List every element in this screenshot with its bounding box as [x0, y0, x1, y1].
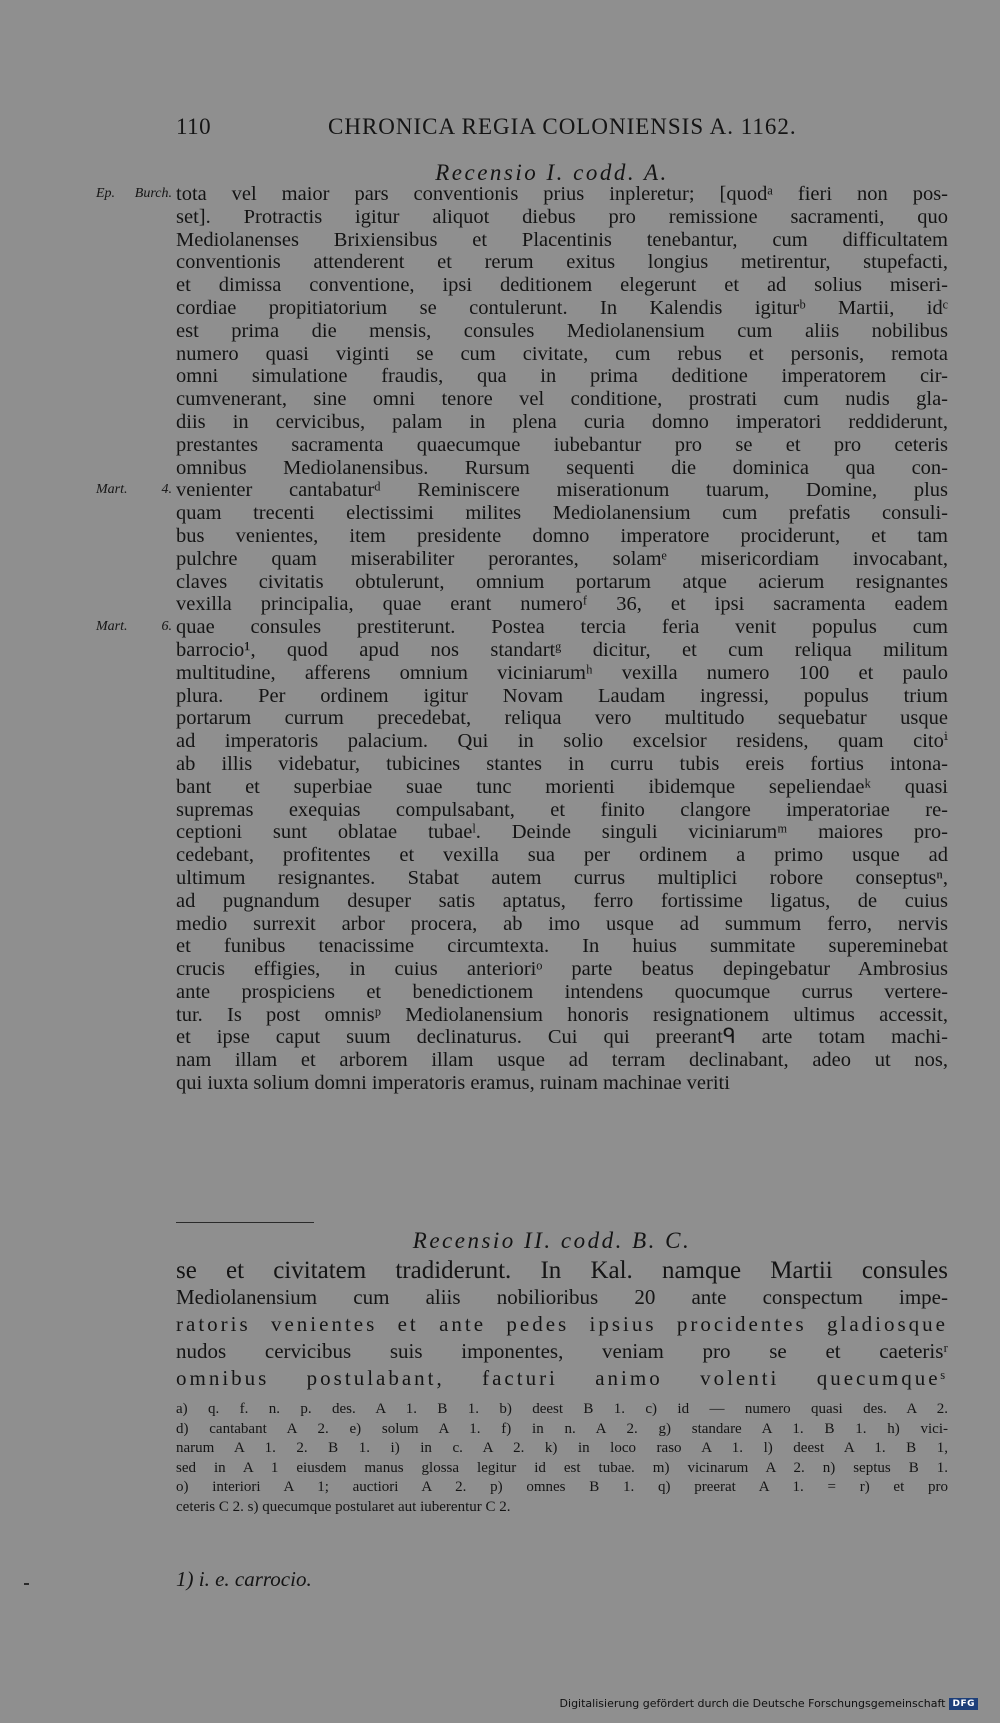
text-line	[176, 206, 948, 229]
text-line	[176, 913, 948, 936]
apparatus-line: d) cantabant A 2. e) solum A 1. f) in n. A 2. g) standare A 1. B 1. h) vici-	[176, 1420, 948, 1437]
text-line: ratoris venientes et ante pedes ipsius procidentes gladiosque	[176, 1312, 948, 1336]
page-number: 110	[176, 114, 212, 139]
text-line	[176, 935, 948, 958]
line-text: nam illam et arborem illam usque ad terram declinabant, adeo ut nos,	[176, 1049, 948, 1072]
line-text: cumvenerant, sine omni tenore vel conditione, prostrati cum nudis gla-	[176, 388, 948, 411]
scan-mark	[24, 1583, 29, 1585]
line-text: numero quasi viginti se cum civitate, cum rebus et personis, remota	[176, 342, 948, 365]
footnote: 1) i. e. carrocio.	[176, 1567, 312, 1591]
line-text: set]. Protractis igitur aliquot diebus pro remissione sacramenti, quo	[176, 205, 948, 228]
line-text: pulchre quam miserabiliter perorantes, solamᵉ misericordiam invocabant,	[176, 547, 948, 570]
text-line	[176, 730, 948, 753]
line-text: ad imperatoris palacium. Qui in solio excelsior residens, quam citoⁱ	[176, 730, 948, 753]
text-line	[176, 890, 948, 913]
text-line	[176, 525, 948, 548]
recension-2-heading: Recensio II. codd. B. C.	[412, 1228, 692, 1253]
text-line	[176, 548, 948, 571]
line-text: quam trecenti electissimi milites Mediolanensium cum prefatis consuli-	[176, 502, 948, 525]
line-text: ceptioni sunt oblatae tubaeˡ. Deinde singuli viciniarumᵐ maiores pro-	[176, 821, 948, 844]
text-line	[176, 593, 948, 616]
text-line	[176, 388, 948, 411]
line-text: omnibus Mediolanensibus. Rursum sequenti die dominica qua con-	[176, 456, 948, 479]
line-text: plura. Per ordinem igitur Novam Laudam ingressi, populus trium	[176, 684, 948, 707]
text-line	[176, 1049, 948, 1072]
line-text: et dimissa conventione, ipsi deditionem elegerunt et ad solius miseri-	[176, 274, 948, 297]
text-line: nudos cervicibus suis imponentes, veniam pro se et caeterisʳ	[176, 1339, 948, 1363]
apparatus-line: narum A 1. 2. B 1. i) in c. A 2. k) in loco raso A 1. l) deest A 1. B 1,	[176, 1440, 948, 1456]
line-text: crucis effigies, in cuius anterioriᵒ parte beatus depingebatur Ambrosius	[176, 958, 948, 981]
text-line	[176, 457, 948, 480]
line-text: qui iuxta solium domni imperatoris eramus, ruinam machinae veriti	[176, 1072, 730, 1095]
text-line	[176, 981, 948, 1004]
text-line	[176, 685, 948, 708]
line-text: bant et superbiae suae tunc morienti ibidemque sepeliendaeᵏ quasi	[176, 775, 948, 798]
line-text: supremas exequias compulsabant, et finito clangore imperatoriae re-	[176, 798, 948, 821]
line-text: vexilla principalia, quae erant numeroᶠ 36, et ipsi sacramenta eadem	[176, 593, 948, 616]
line-text: ante prospiciens et benedictionem intendens quocumque currus vertere-	[176, 980, 948, 1003]
text-line	[176, 707, 948, 730]
line-text: bus venientes, item presidente domno imperatore prociderunt, et tam	[176, 524, 948, 547]
text-line	[176, 434, 948, 457]
recension-1-heading: Recensio I. codd. A.	[435, 160, 669, 185]
text-line	[176, 753, 948, 776]
line-text: est prima die mensis, consules Mediolanensium cum aliis nobilibus	[176, 319, 948, 342]
text-line	[176, 776, 948, 799]
line-text: ad pugnandum desuper satis aptatus, ferro fortissime ligatus, de cuius	[176, 889, 948, 912]
margin-note: Ep. Burch.	[96, 186, 172, 201]
text-line	[176, 502, 948, 525]
text-line	[176, 411, 948, 434]
text-line	[176, 571, 948, 594]
line-text: multitudine, afferens omnium viciniarumʰ vexilla numero 100 et paulo	[176, 661, 948, 684]
text-line: Mediolanensium cum aliis nobilioribus 20 ante conspectum impe-	[176, 1285, 948, 1309]
text-line	[176, 229, 948, 252]
line-text: prestantes sacramenta quaecumque iubebantur pro se et pro ceteris	[176, 433, 948, 456]
line-text: conventionis attenderent et rerum exitus longius metirentur, stupefacti,	[176, 251, 948, 274]
line-text: quae consules prestiterunt. Postea tercia feria venit populus cum	[176, 616, 948, 639]
line-text: et funibus tenacissime circumtexta. In huius summitate supereminebat	[176, 935, 948, 958]
recension-2-text	[176, 1257, 948, 1392]
text-line	[96, 479, 948, 502]
line-text: cordiae propitiatorium se contulerunt. In Kalendis igiturᵇ Martii, idᶜ	[176, 296, 948, 319]
text-line	[176, 343, 948, 366]
digitization-credit	[560, 1697, 978, 1710]
line-text: tota vel maior pars conventionis prius inpleretur; [quodᵃ fieri non pos-	[176, 183, 948, 205]
line-text: diis in cervicibus, palam in plena curia domno imperatori reddiderunt,	[176, 410, 948, 433]
text-line	[176, 844, 948, 867]
apparatus-line: sed in A 1 eiusdem manus glossa legitur id est tubae. m) vicinarum A 2. n) septus B 1.	[176, 1459, 948, 1476]
running-title: CHRONICA REGIA COLONIENSIS A. 1162.	[328, 114, 797, 139]
critical-apparatus	[176, 1400, 948, 1517]
line-text: omni simulatione fraudis, qua in prima deditione imperatorem cir-	[176, 365, 948, 388]
separator-rule	[176, 1222, 314, 1223]
text-line	[176, 274, 948, 297]
line-text: cedebant, profitentes et vexilla sua per ordinem a primo usque ad	[176, 844, 948, 867]
text-line	[176, 867, 948, 890]
recension-1-text	[96, 183, 948, 1095]
line-text: et ipse caput suum declinaturus. Cui qui preerantᑫ arte totam machi-	[176, 1026, 948, 1049]
text-line: se et civitatem tradiderunt. In Kal. namque Martii consules	[176, 1257, 948, 1284]
credit-text: Digitalisierung gefördert durch die Deutsche Forschungsgemeinschaft	[559, 1697, 946, 1710]
margin-note: Mart. 6.	[96, 619, 172, 635]
text-line	[176, 958, 948, 981]
line-text: ultimum resignantes. Stabat autem currus multiplici robore conseptusⁿ,	[176, 866, 948, 889]
line-text: venienter cantabaturᵈ Reminiscere miserationum tuarum, Domine, plus	[176, 479, 948, 502]
text-line	[176, 821, 948, 844]
text-line	[176, 320, 948, 343]
apparatus-line: a) q. f. n. p. des. A 1. B 1. b) deest B 1. c) id — numero quasi des. A 2.	[176, 1401, 948, 1417]
line-text: claves civitatis obtulerunt, omnium portarum atque acierum resignantes	[176, 570, 948, 593]
text-line	[176, 662, 948, 685]
dfg-logo: DFG	[949, 1698, 978, 1710]
line-text: ab illis videbatur, tubicines stantes in curru tubis ereis fortius intona-	[176, 752, 948, 775]
line-text: barrocio¹, quod apud nos standartᵍ dicitur, et cum reliqua militum	[176, 638, 948, 661]
apparatus-line: o) interiori A 1; auctiori A 2. p) omnes B 1. q) preerat A 1. = r) et pro	[176, 1479, 948, 1495]
text-line	[96, 616, 948, 639]
line-text: portarum currum precedebat, reliqua vero multitudo sequebatur usque	[176, 707, 948, 730]
text-line	[176, 251, 948, 274]
text-line	[176, 1004, 948, 1027]
text-line	[176, 1072, 948, 1095]
line-text: medio surrexit arbor procera, ab imo usque ad summum ferro, nervis	[176, 912, 948, 935]
apparatus-line: ceteris C 2. s) quecumque postularet aut iuberentur C 2.	[176, 1498, 511, 1515]
line-text: tur. Is post omnisᵖ Mediolanensium honoris resignationem ultimus accessit,	[176, 1003, 948, 1026]
margin-note: Mart. 4.	[96, 482, 172, 498]
text-line: omnibus postulabant, facturi animo volenti quecumqueˢ	[176, 1366, 948, 1390]
text-line	[176, 1026, 948, 1049]
text-line	[176, 639, 948, 662]
text-line	[176, 297, 948, 320]
text-line	[96, 183, 948, 206]
text-line	[176, 799, 948, 822]
text-line	[176, 365, 948, 388]
line-text: Mediolanenses Brixiensibus et Placentinis tenebantur, cum difficultatem	[176, 228, 948, 251]
